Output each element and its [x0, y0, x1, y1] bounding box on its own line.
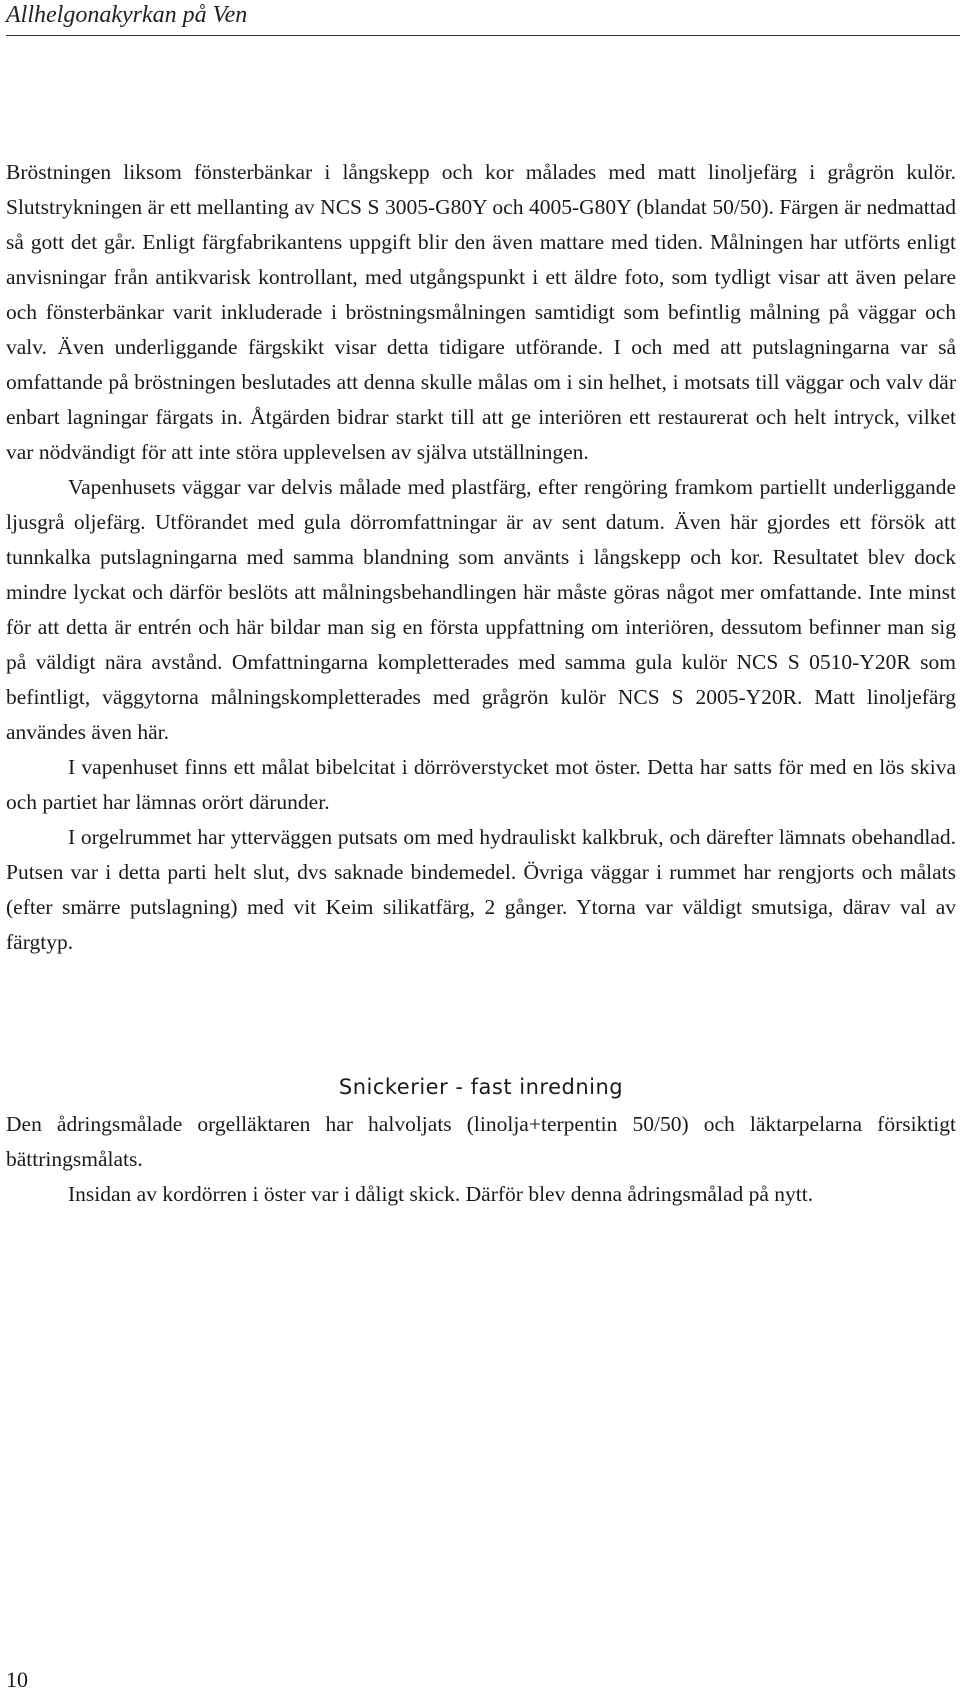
body-paragraph: Bröstningen liksom fönsterbänkar i långskepp och kor målades med matt linoljefärg i grågrön kulör. Slutstrykningen är ett mellanting av NCS S 3005-G80Y och 4005-G80Y (blandat 50/50). Färgen är nedmattad så gott det går. Enligt färgfabrikantens uppgift blir den även mattare med tiden. Målningen har utförts enligt anvisningar från antikvarisk kontrollant, med utgångspunkt i ett äldre foto, som tydligt visar att även pelare och fönsterbänkar varit inkluderade i bröstningsmålningen samtidigt som befintlig målning på väggar och valv. Även underliggande färgskikt visar detta tidigare utförande. I och med att putslagningarna var så omfattande på bröstningen beslutades att denna skulle målas om i sin helhet, i motsats till väggar och valv där enbart lagningar färgats in. Åtgärden bidrar starkt till att ge interiören ett restaurerat och helt intryck, vilket var nödvändigt för att inte störa upplevelsen av själva utställningen.: [6, 160, 956, 464]
body-paragraph: Vapenhusets väggar var delvis målade med plastfärg, efter rengöring framkom partiellt underliggande ljusgrå oljefärg. Utförandet med gula dörromfattningar är av sent datum. Även här gjordes ett försök att tunnkalka putslagningarna med samma blandning som använts i långskepp och kor. Resultatet blev dock mindre lyckat och därför beslöts att målningsbehandlingen här måste göras något mer omfattande. Inte minst för att detta är entrén och här bildar man sig en första uppfattning om interiören, dessutom befinner man sig på väldigt nära avstånd. Omfattningarna kompletterades med samma gula kulör NCS S 0510-Y20R som befintligt, väggytorna målningskompletterades med grågrön kulör NCS S 2005-Y20R. Matt linoljefärg användes även här.: [6, 475, 956, 744]
body-paragraph: I orgelrummet har ytterväggen putsats om med hydrauliskt kalkbruk, och därefter lämnats obehandlad. Putsen var i detta parti helt slut, dvs saknade bindemedel. Övriga väggar i rummet har rengjorts och målats (efter smärre putslagning) med vit Keim silikatfärg, 2 gånger. Ytorna var väldigt smutsiga, därav val av färgtyp.: [6, 825, 956, 954]
section-paragraph: Insidan av kordörren i öster var i dåligt skick. Därför blev denna ådringsmålad på nytt.: [68, 1182, 814, 1206]
section-paragraph: Den ådringsmålade orgelläktaren har halvoljats (linolja+terpentin 50/50) och läktarpelarna försiktigt bättringsmålats.: [6, 1112, 956, 1171]
body-paragraph: I vapenhuset finns ett målat bibelcitat i dörröverstycket mot öster. Detta har satts för med en lös skiva och partiet har lämnas orört därunder.: [6, 755, 956, 814]
running-header-title: Allhelgonakyrkan på Ven: [6, 2, 248, 28]
page-number: 10: [6, 1667, 28, 1692]
section-heading: Snickerier - fast inredning: [338, 1075, 624, 1099]
header-divider: [6, 35, 960, 36]
page-body: [6, 155, 956, 1212]
